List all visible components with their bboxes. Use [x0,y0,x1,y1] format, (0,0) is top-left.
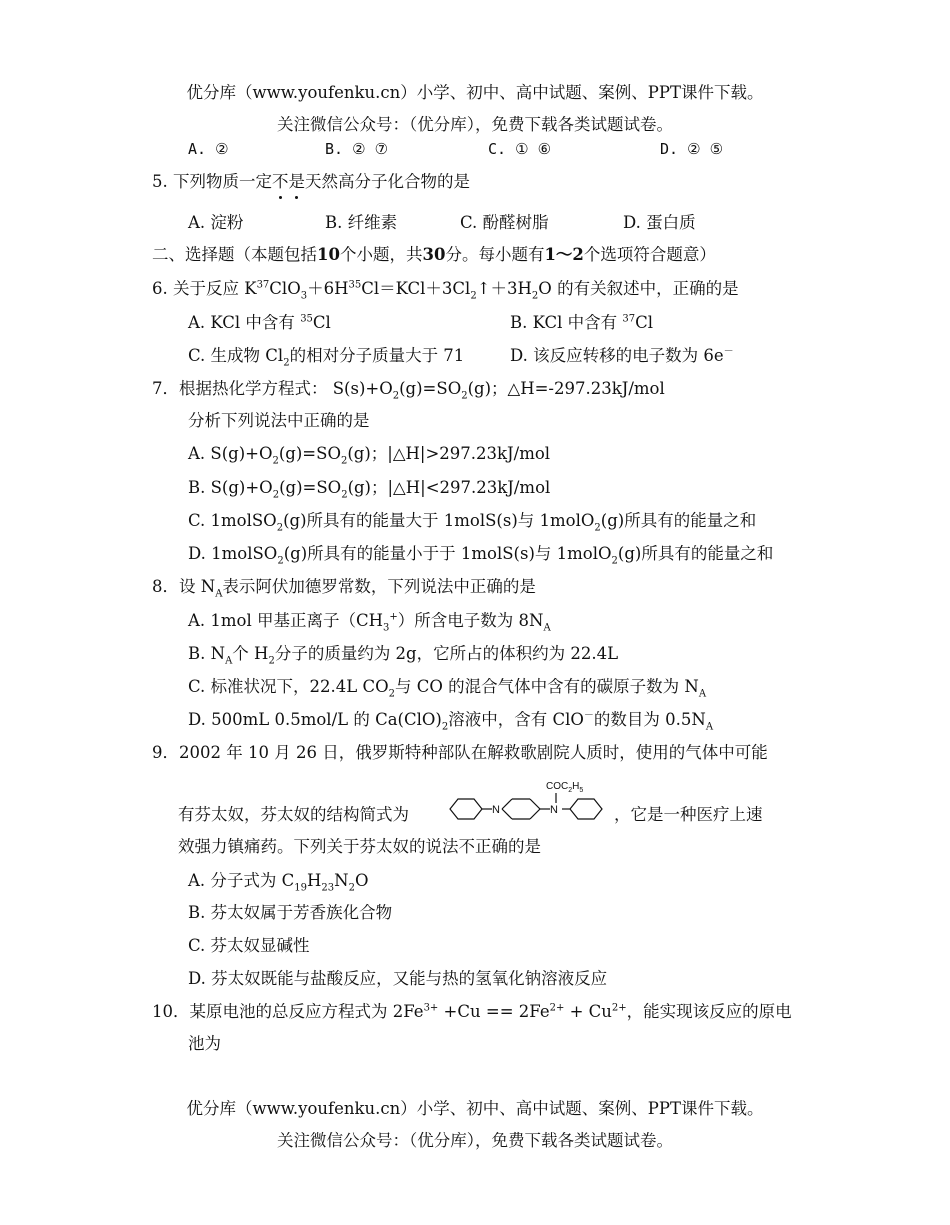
q4-option-a: A. ② [188,140,229,158]
q5-option-d: D. 蛋白质 [623,213,696,232]
footer-line-1: 优分库（www.youfenku.cn）小学、初中、高中试题、案例、PPT课件下载。 [186,1099,764,1118]
q5-option-a: A. 淀粉 [188,213,244,232]
emphasis-shi: 是 [289,172,306,191]
q7-option-d: D. 1molSO$_2$(g)所具有的能量小于于 1molS(s)与 1molO$_2$(g)所具有的能量之和 [188,544,774,567]
q9-stem-1: 9．2002 年 10 月 26 日，俄罗斯特种部队在解救歌剧院人质时，使用的气体中可能 [152,743,768,762]
header-line-1: 优分库（www.youfenku.cn）小学、初中、高中试题、案例、PPT课件下载。 [186,83,764,102]
q9-stem-2: 有芬太奴，芬太奴的结构简式为 [178,805,409,824]
q6-option-c: C. 生成物 $Cl_2$的相对分子质量大于 71 [188,346,465,369]
q6-option-d: D. 该反应转移的电子数为 6e－ [510,346,734,365]
fentanyl-structure [440,775,610,827]
q7-stem: 7．根据热化学方程式： $S(s)+O_2(g)=SO_2(g)$；△H=-297.23kJ/mol [152,379,665,402]
q6-option-a: A. KCl 中含有 $^{35}$Cl [188,313,331,332]
acyl-group-label: $COC_2H_5$ [546,781,584,794]
q9-stem-3: ，它是一种医疗上速 [614,805,763,824]
q7-option-c: C. 1molSO$_2$(g)所具有的能量大于 1molS(s)与 1molO$_2$(g)所具有的能量之和 [188,511,757,534]
q10-stem-2: 池为 [188,1034,221,1053]
q9-option-a: A. 分子式为 $C_{19}H_{23}N_2O$ [188,871,369,894]
q5-option-b: B. 纤维素 [325,213,398,232]
q10-stem-1: 10．某原电池的总反应方程式为 $2Fe^{3+} +Cu == 2Fe^{2+} + Cu^{2+}$，能实现该反应的原电 [152,1002,792,1021]
q8-stem: 8．设 $N_A$表示阿伏加德罗常数，下列说法中正确的是 [152,577,536,600]
q8-option-a: A. 1mol 甲基正离子$(CH_3^+)$所含电子数为 $8N_A$ [188,611,551,634]
q6-option-b: B. KCl 中含有 $^{37}$Cl [510,313,654,332]
q9-option-d: D. 芬太奴既能与盐酸反应，又能与热的氢氧化钠溶液反应 [188,969,608,988]
q8-option-b: B. $N_A$个 $H_2$分子的质量约为 2g，它所占的体积约为 22.4L [188,644,619,667]
q5-stem: 5. 下列物质一定不 是 天然高分子化合物的是 [152,171,470,193]
header-line-2: 关注微信公众号：（优分库），免费下载各类试题试卷。 [277,115,673,134]
q6-stem: 6. 关于反应 $K^{37}ClO_3+6H^{35}Cl=KCl+3Cl_2↑+3H_2O$ 的有关叙述中，正确的是 [152,279,739,302]
q4-option-b: B. ② ⑦ [325,140,389,158]
q7-stem-2: 分析下列说法中正确的是 [188,411,370,430]
q9-stem-4: 效强力镇痛药。下列关于芬太奴的说法不正确的是 [178,837,541,856]
q4-option-d: D. ② ⑤ [660,140,724,158]
q9-option-b: B. 芬太奴属于芳香族化合物 [188,903,393,922]
q7-option-a: A. $S(g)+O_2(g)=SO_2(g)$；|△H|>297.23kJ/mol [188,444,551,467]
piperidine-n-label: N [492,804,500,816]
q9-option-c: C. 芬太奴显碱性 [188,936,310,955]
q7-option-b: B. $S(g)+O_2(g)=SO_2(g)$；|△H|<297.23kJ/mol [188,478,551,501]
footer-line-2: 关注微信公众号：（优分库），免费下载各类试题试卷。 [277,1131,673,1150]
q5-option-c: C. 酚醛树脂 [460,213,549,232]
q8-option-c: C. 标准状况下，22.4L $CO_2$与 CO 的混合气体中含有的碳原子数为 $N_A$ [188,677,707,700]
emphasis-bu: 不 [272,172,289,191]
amide-n-label: N [550,804,558,816]
q4-option-c: C. ① ⑥ [488,140,552,158]
q8-option-d: D. 500mL 0.5mol/L 的 $Ca(ClO)_2$溶液中，含有 ClO－的数目为 $0.5N_A$ [188,710,714,733]
section-2-heading: 二、选择题（本题包括10个小题，共30分。每小题有1～2个选项符合题意） [152,245,716,264]
